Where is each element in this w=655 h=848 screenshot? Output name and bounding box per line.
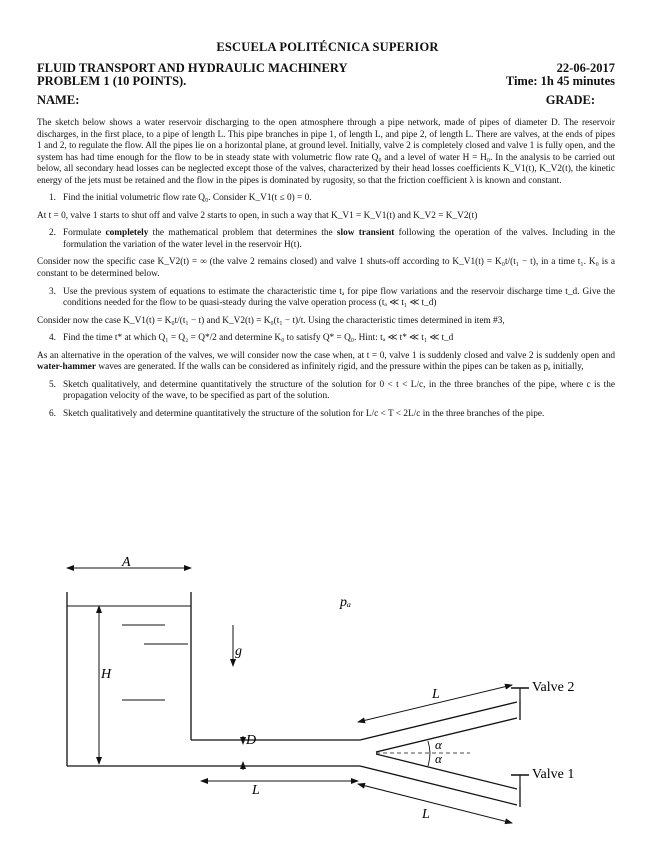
- question-2: [37, 228, 615, 251]
- exam-date: 22-06-2017: [556, 61, 615, 75]
- lower-branch-outer: [360, 766, 517, 805]
- paragraph-specific-case: Consider now the specific case K_V2(t) = ∞ (the valve 2 remains closed) and valve 1 shuts-off according to K_V1(t) = K₀t/(t₁ − t), in a time t₁. K₀ is a constant to be determined below.: [37, 257, 615, 280]
- question-1: [37, 193, 615, 205]
- question-number: 2.: [49, 228, 56, 239]
- question-text-bold: slow transient: [336, 228, 395, 239]
- question-5: [37, 380, 615, 403]
- course-title: FLUID TRANSPORT AND HYDRAULIC MACHINERY: [37, 61, 348, 75]
- paragraph-text-post: waves are generated. If the walls can be considered as infinitely rigid, and the pressure within the pipes can be taken as pₐ initially,: [96, 362, 584, 373]
- question-list-5: [37, 380, 615, 421]
- paragraph-water-hammer: [37, 351, 615, 374]
- angle-arc-upper: [428, 741, 430, 753]
- angle-arc-lower: [428, 753, 430, 766]
- question-number: 1.: [49, 193, 56, 204]
- question-text: Sketch qualitatively, and determine quantitatively the structure of the solution for 0 < t < L/c, in the three branches of the pipe, where c is the propagation velocity of the wave, to be specified as part of the solution.: [63, 379, 615, 402]
- question-list-3: [37, 287, 615, 310]
- question-text: Find the initial volumetric flow rate Q₀. Consider K_V1(t ≤ 0) = 0.: [63, 193, 312, 204]
- question-text-post: following the operation of the valves. Including in the formulation the variation of the water level in the reservoir H(t).: [63, 228, 615, 250]
- label-pa: pₐ: [340, 595, 352, 610]
- label-L-main: L: [252, 783, 260, 798]
- problem-title: PROBLEM 1 (10 POINTS).: [37, 74, 187, 88]
- paragraph-text-pre: As an alternative in the operation of the valves, we will consider now the case when, at t = 0, valve 1 is suddenly closed and valve 2 is suddenly open and: [37, 350, 615, 361]
- question-number: 4.: [49, 333, 56, 344]
- problem-body: [37, 118, 615, 426]
- question-number: 6.: [49, 408, 56, 419]
- upper-branch-outer: [360, 702, 517, 740]
- question-list-2: [37, 228, 615, 251]
- name-label: NAME:: [37, 93, 80, 107]
- question-number: 5.: [49, 379, 56, 390]
- paragraph-case-two: Consider now the case K_V1(t) = K₀t/(t₁ − t) and K_V2(t) = K₀(t₁ − t)/t. Using the characteristic times determined in item #3,: [37, 315, 505, 326]
- question-text-bold: completely: [105, 228, 149, 239]
- paragraph-valve-operation: At t = 0, valve 1 starts to shut off and valve 2 starts to open, in such a way that K_V1 = K_V1(t) and K_V2 = K_V2(t): [37, 210, 478, 221]
- upper-branch-inner: [376, 718, 517, 752]
- question-text-mid: the mathematical problem that determines the: [148, 228, 337, 239]
- question-number: 3.: [49, 286, 56, 297]
- label-g: g: [235, 644, 242, 659]
- question-text-pre: Formulate: [63, 228, 106, 239]
- label-alpha-upper: α: [435, 737, 442, 752]
- label-valve-1: Valve 1: [532, 767, 575, 782]
- label-A: A: [122, 555, 131, 570]
- question-text: Use the previous system of equations to estimate the characteristic time tₐ for pipe flow variations and the reservoir discharge time t_d. Give the conditions needed for the flow to be quasi-steady during the valve operation process (tₐ ≪ t₁ ≪ t_d): [63, 286, 615, 309]
- question-list-4: [37, 333, 615, 345]
- lower-branch-inner: [376, 754, 517, 789]
- school-name: ESCUELA POLITÉCNICA SUPERIOR: [216, 40, 439, 54]
- label-D: D: [246, 733, 257, 748]
- label-L-upper: L: [432, 687, 440, 702]
- label-alpha-lower: α: [435, 751, 442, 766]
- label-L-lower: L: [422, 807, 430, 822]
- label-valve-2: Valve 2: [532, 680, 575, 695]
- paragraph-text-bold: water-hammer: [37, 362, 97, 373]
- dimension-arrow-L-lower: [358, 784, 512, 823]
- label-H: H: [101, 667, 112, 682]
- question-3: [37, 287, 615, 310]
- reservoir-pipe-diagram: [0, 540, 655, 848]
- question-text: Sketch qualitatively and determine quantitatively the structure of the solution for L/c < T < 2L/c in the three branches of the pipe.: [63, 408, 545, 419]
- question-6: [37, 409, 615, 421]
- intro-paragraph: The sketch below shows a water reservoir discharging to the open atmosphere through a pipe network, made of pipes of diameter D. The reservoir discharges, in the first place, to a pipe of length L. This pipe branches in pipe 1, of length L, and pipe 2, of length L. There are valves, at the ends of pipes 1 and 2, to regulate the flow. All the pipes lie on a horizontal plane, at ground level. Initially, valve 2 is completely closed and valve 1 is fully open, and the system has had time enough for the flow to be in steady state with volumetric flow rate Q₀ and a level of water H = H₀. In the analysis to be carried out below, all secondary head losses can be neglected except those of the valves, characterized by their head losses coefficients K_V1(t), K_V2(t), the kinetic energy of the jets must be retained and the flow in the pipes is dominated by rugosity, so that the friction coefficient λ is known and constant.: [37, 118, 615, 186]
- exam-time: Time: 1h 45 minutes: [505, 74, 615, 88]
- question-4: [37, 333, 615, 345]
- question-list-1: [37, 193, 615, 205]
- question-text: Find the time t* at which Q₁ = Q₂ = Q*/2 and determine K₀ to satisfy Q* = Q₀. Hint: tₐ ≪ t* ≪ t₁ ≪ t_d: [63, 333, 454, 344]
- grade-label: GRADE:: [545, 93, 595, 107]
